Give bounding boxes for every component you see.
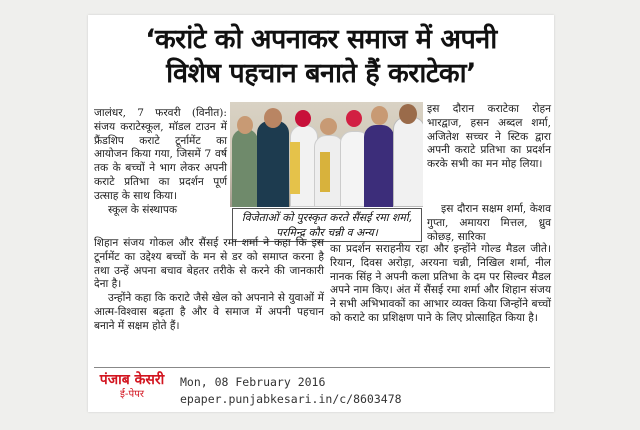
source-url[interactable]: epaper.punjabkesari.in/c/8603478 xyxy=(180,392,402,406)
article-paragraph: शिहान संजय गोकल और सैंसई रमा शर्मा ने कहा कि इस टूर्नामेंट का उद्देश्य बच्चों के मन से डर को समाप्त करना है तथा उन्हें अपना बचाव बेहतर तरीके से करने की जानकारी देना है। xyxy=(94,237,324,291)
article-column-right-top xyxy=(427,103,551,172)
article-paragraph: जालंधर, 7 फरवरी (विनीत): संजय कराटेस्कूल, मॉडल टाउन में फ्रैंडशिप कराटे टूर्नामेंट का आयोजन किया गया, जिसमें 7 वर्ष तक के बच्चों ने भाग लेकर अपनी कराटे प्रतिभा का प्रदर्शन पूर्ण उत्साह के साथ किया। xyxy=(94,107,227,202)
article-paragraph: इस दौरान सक्षम शर्मा, केशव गुप्ता, अमायरा मित्तल, ध्रुव कोछड़, सारिका xyxy=(427,203,551,243)
news-photo xyxy=(230,102,423,207)
article-column-left-bottom xyxy=(94,237,324,334)
brand-subtitle: ई-पेपर xyxy=(120,389,144,400)
article-column-right-mid xyxy=(427,203,551,244)
headline xyxy=(88,23,554,91)
photo-caption: विजेताओं को पुरस्कृत करते सैंसई रमा शर्मा, परमिन्द्र कौर चन्नी व अन्य। xyxy=(232,208,422,242)
newspaper-clipping xyxy=(88,15,554,412)
article-paragraph: का प्रदर्शन सराहनीय रहा और इन्होंने गोल्ड मैडल जीते। रियान, दिवस अरोड़ा, अरयना चन्नी, निखिल शर्मा, नील नानक सिंह ने अपनी कला प्रतिभा के दम पर सिल्वर मैडल अपने नाम किए। अंत में सैंसई रमा शर्मा और शिहान संजय ने सभी अभिभावकों का आभार व्यक्त किया जिन्होंने बच्चों को कराटे का प्रशिक्षण पाने के लिए प्रोत्साहित किया है। xyxy=(330,243,551,324)
article-column-left-top xyxy=(94,107,227,217)
article-paragraph: इस दौरान कराटेका रोहन भारद्वाज, हसन अब्दल शर्मा, अजितेश सच्चर ने स्टिक द्वारा अपनी कराटे प्रतिभा का प्रदर्शन करके सभी का मन मोह लिया। xyxy=(427,103,551,171)
article-paragraph: स्कूल के संस्थापक xyxy=(108,203,178,216)
headline-line-1: ‘करांटे को अपनाकर समाज में अपनी xyxy=(145,24,497,55)
article-paragraph: उन्होंने कहा कि कराटे जैसे खेल को अपनाने से युवाओं में आत्म-विश्वास बढ़ता है और वे समाज में अपनी पहचान बनाने में सक्षम होते हैं। xyxy=(94,292,324,332)
brand-name: पंजाब केसरी xyxy=(99,372,165,388)
brand-logo xyxy=(94,372,170,408)
headline-line-2: विशेष पहचान बनाते हैं कराटेका’ xyxy=(166,58,476,89)
footer-divider xyxy=(94,367,550,368)
article-column-right-bottom xyxy=(330,243,551,326)
publish-date: Mon, 08 February 2016 xyxy=(180,375,326,389)
